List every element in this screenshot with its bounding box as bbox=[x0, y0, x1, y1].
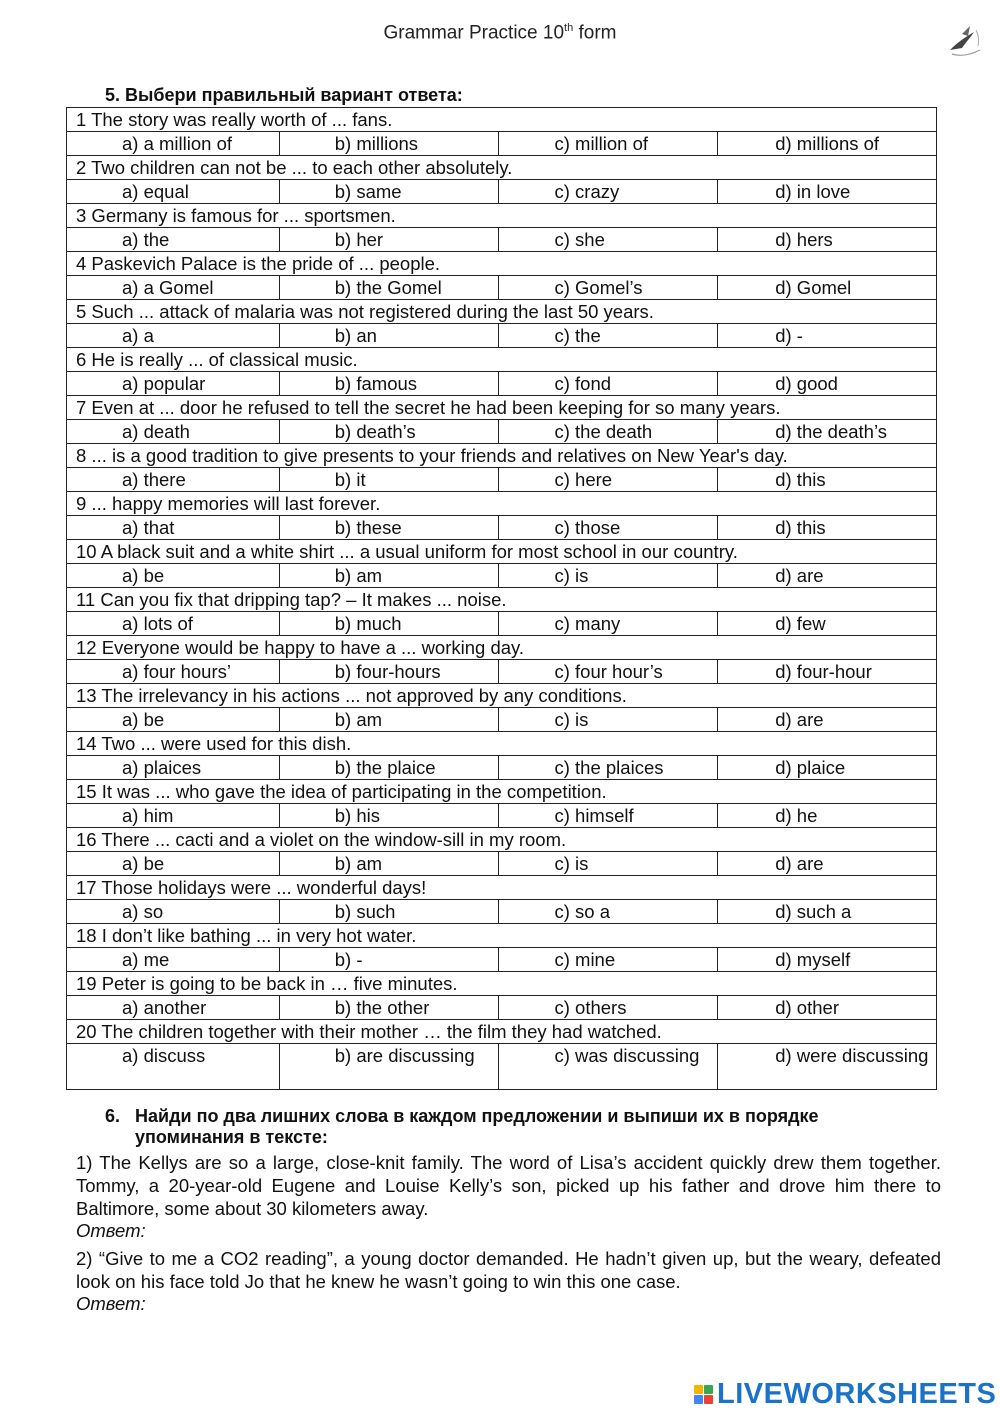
question-row bbox=[67, 348, 937, 372]
answer-option[interactable]: b) millions bbox=[279, 132, 499, 156]
question-text: 19 Peter is going to be back in … five minutes. bbox=[67, 972, 937, 996]
question-text: 5 Such ... attack of malaria was not registered during the last 50 years. bbox=[67, 300, 937, 324]
answer-option[interactable]: c) those bbox=[499, 516, 718, 540]
options-row bbox=[67, 372, 937, 396]
answer-option[interactable]: a) discuss bbox=[67, 1044, 280, 1090]
question-text: 9 ... happy memories will last forever. bbox=[67, 492, 937, 516]
question-text: 17 Those holidays were ... wonderful days! bbox=[67, 876, 937, 900]
answer-option[interactable]: a) the bbox=[67, 228, 280, 252]
answer-option[interactable]: b) his bbox=[279, 804, 499, 828]
bird-logo-icon bbox=[944, 20, 986, 62]
question-text: 16 There ... cacti and a violet on the window-sill in my room. bbox=[67, 828, 937, 852]
options-row bbox=[67, 900, 937, 924]
answer-option[interactable]: d) hers bbox=[718, 228, 937, 252]
answer-option[interactable]: a) be bbox=[67, 708, 280, 732]
exercise-6-paragraph-2: 2) “Give to me a CO2 reading”, a young doctor demanded. He hadn’t given up, but the weary, defeated look on his face told Jo that he knew he wasn’t going to win this one case. bbox=[76, 1248, 941, 1292]
options-row bbox=[67, 708, 937, 732]
answer-option[interactable]: c) many bbox=[499, 612, 718, 636]
answer-option[interactable]: d) were discussing bbox=[718, 1044, 937, 1090]
options-row bbox=[67, 276, 937, 300]
answer-option[interactable]: a) a Gomel bbox=[67, 276, 280, 300]
answer-option[interactable]: a) plaices bbox=[67, 756, 280, 780]
question-row bbox=[67, 732, 937, 756]
answer-option[interactable]: c) is bbox=[499, 564, 718, 588]
answer-option[interactable]: a) a bbox=[67, 324, 280, 348]
answer-option[interactable]: c) so a bbox=[499, 900, 718, 924]
answer-option[interactable]: c) four hour’s bbox=[499, 660, 718, 684]
answer-option[interactable]: c) was discussing bbox=[499, 1044, 718, 1090]
question-text: 8 ... is a good tradition to give presents to your friends and relatives on New Year's day. bbox=[67, 444, 937, 468]
header-title-tail: form bbox=[573, 22, 617, 44]
answer-option[interactable]: c) fond bbox=[499, 372, 718, 396]
options-row bbox=[67, 804, 937, 828]
page-header bbox=[0, 22, 1000, 44]
answer-option[interactable]: d) he bbox=[718, 804, 937, 828]
answer-option[interactable]: c) the death bbox=[499, 420, 718, 444]
answer-option[interactable]: c) is bbox=[499, 852, 718, 876]
answer-option[interactable]: b) the other bbox=[279, 996, 499, 1020]
question-row bbox=[67, 396, 937, 420]
options-row bbox=[67, 564, 937, 588]
options-row bbox=[67, 612, 937, 636]
answer-option[interactable]: b) the Gomel bbox=[279, 276, 499, 300]
question-text: 15 It was ... who gave the idea of participating in the competition. bbox=[67, 780, 937, 804]
answer-option[interactable]: b) an bbox=[279, 324, 499, 348]
question-text: 1 The story was really worth of ... fans. bbox=[67, 108, 937, 132]
question-row bbox=[67, 156, 937, 180]
answer-option[interactable]: a) equal bbox=[67, 180, 280, 204]
options-row bbox=[67, 1044, 937, 1090]
question-text: 3 Germany is famous for ... sportsmen. bbox=[67, 204, 937, 228]
answer-label-1: Ответ: bbox=[76, 1220, 146, 1241]
question-row bbox=[67, 588, 937, 612]
options-row bbox=[67, 516, 937, 540]
question-text: 14 Two ... were used for this dish. bbox=[67, 732, 937, 756]
answer-option[interactable]: b) am bbox=[279, 564, 499, 588]
section-6-title bbox=[105, 1106, 935, 1148]
answer-option[interactable]: a) me bbox=[67, 948, 280, 972]
question-row bbox=[67, 1020, 937, 1044]
options-row bbox=[67, 948, 937, 972]
question-text: 2 Two children can not be ... to each other absolutely. bbox=[67, 156, 937, 180]
question-text: 20 The children together with their mother … the film they had watched. bbox=[67, 1020, 937, 1044]
answer-option[interactable]: a) four hours’ bbox=[67, 660, 280, 684]
answer-option[interactable]: b) famous bbox=[279, 372, 499, 396]
answer-option[interactable]: d) this bbox=[718, 468, 937, 492]
options-row bbox=[67, 468, 937, 492]
answer-option[interactable]: b) four-hours bbox=[279, 660, 499, 684]
answer-option[interactable]: d) are bbox=[718, 852, 937, 876]
options-row bbox=[67, 660, 937, 684]
answer-option[interactable]: a) a million of bbox=[67, 132, 280, 156]
answer-option[interactable]: d) Gomel bbox=[718, 276, 937, 300]
question-row bbox=[67, 444, 937, 468]
answer-option[interactable]: b) these bbox=[279, 516, 499, 540]
answer-option[interactable]: b) much bbox=[279, 612, 499, 636]
answer-option[interactable]: c) here bbox=[499, 468, 718, 492]
question-row bbox=[67, 108, 937, 132]
header-title-superscript: th bbox=[564, 22, 574, 34]
brand-logo-icon bbox=[694, 1385, 713, 1404]
answer-option[interactable]: c) is bbox=[499, 708, 718, 732]
options-row bbox=[67, 324, 937, 348]
answer-option[interactable]: d) millions of bbox=[718, 132, 937, 156]
question-row bbox=[67, 780, 937, 804]
answer-option[interactable]: a) so bbox=[67, 900, 280, 924]
answer-option[interactable]: b) such bbox=[279, 900, 499, 924]
answer-option[interactable]: d) plaice bbox=[718, 756, 937, 780]
answer-option[interactable]: d) such a bbox=[718, 900, 937, 924]
options-row bbox=[67, 756, 937, 780]
question-row bbox=[67, 540, 937, 564]
options-row bbox=[67, 852, 937, 876]
question-text: 18 I don’t like bathing ... in very hot water. bbox=[67, 924, 937, 948]
question-row bbox=[67, 204, 937, 228]
question-row bbox=[67, 972, 937, 996]
question-text: 11 Can you fix that dripping tap? – It makes ... noise. bbox=[67, 588, 937, 612]
answer-option[interactable]: b) her bbox=[279, 228, 499, 252]
options-row bbox=[67, 996, 937, 1020]
answer-option[interactable]: d) in love bbox=[718, 180, 937, 204]
question-text: 7 Even at ... door he refused to tell the secret he had been keeping for so many years. bbox=[67, 396, 937, 420]
answer-option[interactable]: b) death’s bbox=[279, 420, 499, 444]
answer-option[interactable]: d) are bbox=[718, 708, 937, 732]
answer-option[interactable]: c) the bbox=[499, 324, 718, 348]
answer-option[interactable]: d) are bbox=[718, 564, 937, 588]
answer-option[interactable]: c) others bbox=[499, 996, 718, 1020]
options-row bbox=[67, 420, 937, 444]
question-row bbox=[67, 828, 937, 852]
question-row bbox=[67, 684, 937, 708]
answer-option[interactable]: a) be bbox=[67, 564, 280, 588]
options-row bbox=[67, 228, 937, 252]
answer-option[interactable]: d) this bbox=[718, 516, 937, 540]
section-6-title-line-2: упоминания в тексте: bbox=[135, 1127, 328, 1147]
answer-option[interactable]: c) the plaices bbox=[499, 756, 718, 780]
question-row bbox=[67, 300, 937, 324]
brand-name: LIVEWORKSHEETS bbox=[717, 1377, 997, 1410]
answer-option[interactable]: a) another bbox=[67, 996, 280, 1020]
answer-option[interactable]: d) four-hour bbox=[718, 660, 937, 684]
section-6-number: 6. bbox=[105, 1106, 121, 1126]
answer-option[interactable]: a) him bbox=[67, 804, 280, 828]
options-row bbox=[67, 132, 937, 156]
answer-option[interactable]: c) she bbox=[499, 228, 718, 252]
answer-option[interactable]: c) Gomel’s bbox=[499, 276, 718, 300]
answer-option[interactable]: a) popular bbox=[67, 372, 280, 396]
question-text: 10 A black suit and a white shirt ... a usual uniform for most school in our country. bbox=[67, 540, 937, 564]
exercise-6-paragraph-1: 1) The Kellys are so a large, close-knit family. The word of Lisa’s accident quickly drew them together. Tommy, a 20-year-old Eugene and Louise Kelly’s son, picked up his father and drove him there to Baltimore, some about 30 kilometers away. bbox=[76, 1152, 941, 1219]
answer-option[interactable]: d) - bbox=[718, 324, 937, 348]
answer-option[interactable]: b) am bbox=[279, 852, 499, 876]
answer-option[interactable]: a) death bbox=[67, 420, 280, 444]
answer-option[interactable]: b) the plaice bbox=[279, 756, 499, 780]
answer-option[interactable]: b) am bbox=[279, 708, 499, 732]
question-row bbox=[67, 636, 937, 660]
question-table bbox=[66, 107, 937, 1090]
answer-option[interactable]: b) are discussing bbox=[279, 1044, 499, 1090]
section-6-title-line-1: Найди по два лишних слова в каждом предложении и выпиши их в порядке bbox=[135, 1106, 819, 1126]
answer-option[interactable]: d) few bbox=[718, 612, 937, 636]
answer-option[interactable]: a) be bbox=[67, 852, 280, 876]
answer-option[interactable]: b) it bbox=[279, 468, 499, 492]
answer-option[interactable]: a) lots of bbox=[67, 612, 280, 636]
question-text: 4 Paskevich Palace is the pride of ... people. bbox=[67, 252, 937, 276]
liveworksheets-brand bbox=[694, 1377, 996, 1411]
answer-option[interactable]: c) himself bbox=[499, 804, 718, 828]
answer-option[interactable]: d) myself bbox=[718, 948, 937, 972]
question-row bbox=[67, 252, 937, 276]
answer-option[interactable]: b) - bbox=[279, 948, 499, 972]
answer-option[interactable]: c) million of bbox=[499, 132, 718, 156]
question-text: 12 Everyone would be happy to have a ... working day. bbox=[67, 636, 937, 660]
answer-option[interactable]: a) there bbox=[67, 468, 280, 492]
answer-option[interactable]: d) the death’s bbox=[718, 420, 937, 444]
question-row bbox=[67, 924, 937, 948]
answer-option[interactable]: c) crazy bbox=[499, 180, 718, 204]
answer-label-2: Ответ: bbox=[76, 1293, 146, 1314]
question-row bbox=[67, 492, 937, 516]
section-5-title: 5. Выбери правильный вариант ответа: bbox=[105, 85, 463, 105]
answer-option[interactable]: c) mine bbox=[499, 948, 718, 972]
question-text: 13 The irrelevancy in his actions ... not approved by any conditions. bbox=[67, 684, 937, 708]
options-row bbox=[67, 180, 937, 204]
answer-option[interactable]: a) that bbox=[67, 516, 280, 540]
header-title: Grammar Practice 10 bbox=[383, 22, 565, 44]
answer-option[interactable]: d) good bbox=[718, 372, 937, 396]
answer-option[interactable]: d) other bbox=[718, 996, 937, 1020]
question-row bbox=[67, 876, 937, 900]
answer-option[interactable]: b) same bbox=[279, 180, 499, 204]
question-text: 6 He is really ... of classical music. bbox=[67, 348, 937, 372]
